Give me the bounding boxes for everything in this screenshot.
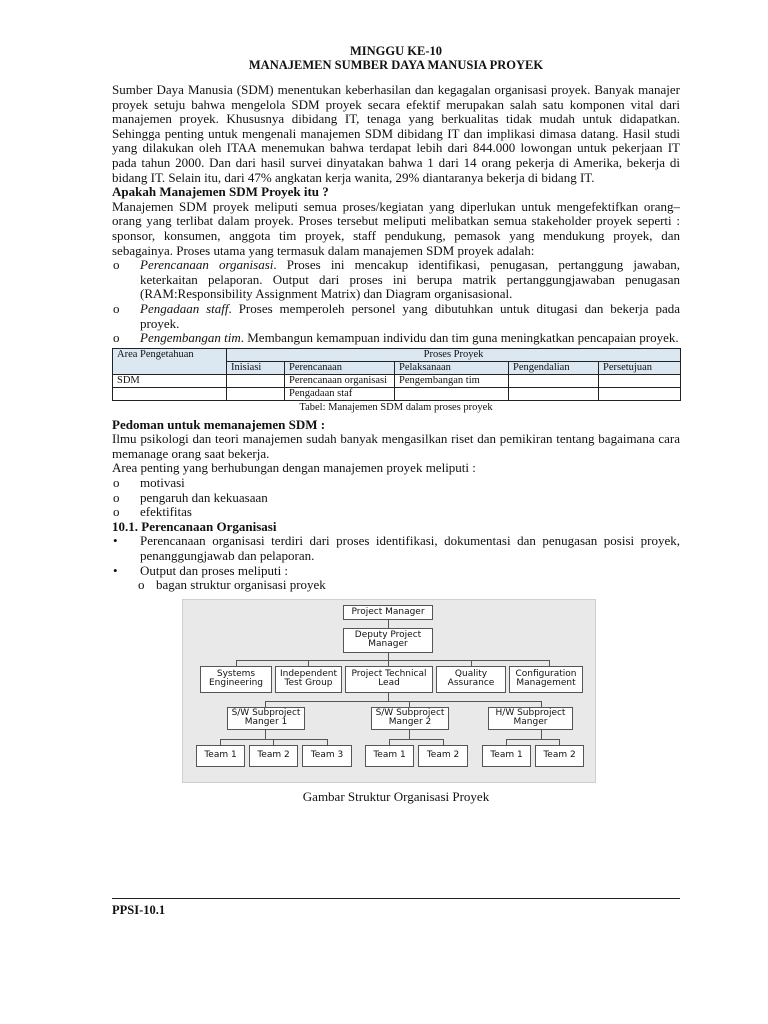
org-box-project-manager: Project Manager (343, 605, 433, 620)
list-term: Pengembangan tim (140, 330, 241, 346)
list-item (112, 258, 680, 302)
org-box-level3: Project Technical Lead (345, 666, 433, 693)
subheader-cell: Pengendalian (509, 361, 599, 374)
list-item (112, 302, 680, 331)
table-cell (227, 387, 285, 400)
table-caption: Tabel: Manajemen SDM dalam proses proyek (299, 401, 493, 413)
figure-caption: Gambar Struktur Organisasi Proyek (302, 788, 490, 804)
org-box-subproject: S/W Subproject Manger 2 (371, 707, 449, 730)
org-box-team: Team 2 (249, 745, 298, 767)
list-marker: o (113, 300, 120, 316)
table-cell: Perencanaan organisasi (285, 374, 395, 387)
section1-body: Manajemen SDM proyek meliputi semua proses/kegiatan yang diperlukan untuk mengefektifkan orang–orang yang terlibat dalam proyek. Proses tersebut meliputi melibatkan semua stakeholder proyek seperti : sponsor, konsumen, anggota tim proyek, staff pendukung, pemasok yang mendukung proyek, dan sebagainya. Proses utama yang termasuk dalam manajemen SDM proyek adalah: (112, 198, 680, 258)
list-item (112, 476, 680, 491)
process-table-wrap (112, 348, 680, 414)
org-box-level3: Systems Engineering (200, 666, 272, 693)
org-box-subproject: S/W Subproject Manger 1 (227, 707, 305, 730)
org-box-team: Team 1 (482, 745, 531, 767)
list-marker: • (113, 533, 118, 549)
footer-label: PPSI-10.1 (112, 903, 166, 917)
list-marker: o (113, 504, 120, 520)
subheader-cell: Persetujuan (599, 361, 681, 374)
section2-heading: Pedoman untuk memanajemen SDM : (112, 416, 326, 432)
org-box-deputy: Deputy Project Manager (343, 628, 433, 653)
chapter-title: MANAJEMEN SUMBER DAYA MANUSIA PROYEK (248, 58, 544, 72)
section2-body2: Area penting yang berhubungan dengan manajemen proyek meliputi : (112, 460, 476, 476)
list-item (112, 564, 680, 579)
list-text: pengaruh dan kekuasaan (140, 489, 268, 505)
org-box-team: Team 2 (535, 745, 584, 767)
table-cell (599, 374, 681, 387)
table-cell (113, 387, 227, 400)
org-box-level3: Quality Assurance (436, 666, 506, 693)
list-text: efektifitas (140, 504, 192, 520)
org-box-level3: Independent Test Group (275, 666, 342, 693)
week-title: MINGGU KE-10 (349, 44, 442, 58)
org-box-team: Team 1 (196, 745, 245, 767)
org-chart (182, 599, 596, 783)
list-item (112, 491, 680, 506)
sub-list-item (112, 578, 680, 593)
section2-body1: Ilmu psikologi dan teori manajemen sudah banyak mengasilkan riset dan pemikiran tentang bagaimana cara memanage orang saat bekerja. (112, 431, 680, 461)
subheader-cell: Inisiasi (227, 361, 285, 374)
list-text: bagan struktur organisasi proyek (156, 577, 326, 593)
list-text: Perencanaan organisasi terdiri dari proses identifikasi, dokumentasi dan penugasan posisi proyek, penanggungjawab dan pelaporan. (140, 533, 680, 564)
list-text: . Proses ini mencakup identifikasi, penugasan, pertanggung jawaban, keterkaitan pelaporan. Output dari proses ini berupa matrik pertanggungjawaban penugasan (RAM:Responsibility Assignment Matrix) dan Diagram organisasional. (140, 257, 680, 302)
list-marker: o (113, 475, 120, 491)
list-item (112, 331, 680, 346)
list-text: . Proses memperoleh personel yang dibutuhkan untuk ditugasi dan bekerja pada proyek. (140, 300, 680, 331)
table-row (113, 387, 681, 400)
list-marker: o (113, 257, 120, 273)
table-cell (509, 387, 599, 400)
header-area: Area Pengetahuan (113, 348, 227, 374)
list-marker: o (138, 577, 145, 593)
list-text: motivasi (140, 475, 185, 491)
list-term: Pengadaan staff (140, 300, 229, 316)
list-term: Perencanaan organisasi (140, 257, 274, 273)
org-box-team: Team 2 (418, 745, 468, 767)
org-box-level3: Configuration Management (509, 666, 583, 693)
table-cell (227, 374, 285, 387)
table-row (113, 374, 681, 387)
table-cell: Pengadaan staf (285, 387, 395, 400)
list-marker: o (113, 489, 120, 505)
list-marker: o (113, 330, 120, 346)
list-text: Output dan proses meliputi : (140, 562, 289, 578)
table-header-row (113, 348, 681, 361)
section3-heading: 10.1. Perencanaan Organisasi (112, 518, 277, 534)
org-box-team: Team 1 (365, 745, 414, 767)
section1-heading: Apakah Manajemen SDM Proyek itu ? (112, 184, 329, 200)
subheader-cell: Perencanaan (285, 361, 395, 374)
list-item (112, 534, 680, 563)
subheader-cell: Pelaksanaan (395, 361, 509, 374)
process-table (112, 348, 681, 401)
list-item (112, 505, 680, 520)
table-cell: SDM (113, 374, 227, 387)
document-page (112, 44, 680, 805)
page-footer (112, 898, 680, 918)
table-cell: Pengembangan tim (395, 374, 509, 387)
org-box-team: Team 3 (302, 745, 352, 767)
list-marker: • (113, 562, 118, 578)
list-text: . Membangun kemampuan individu dan tim guna meningkatkan pencapaian proyek. (240, 330, 679, 346)
table-cell (509, 374, 599, 387)
org-box-subproject: H/W Subproject Manger (488, 707, 573, 730)
header-proses: Proses Proyek (227, 348, 681, 361)
table-cell (395, 387, 509, 400)
table-cell (599, 387, 681, 400)
intro-paragraph: Sumber Daya Manusia (SDM) menentukan keberhasilan dan kegagalan organisasi proyek. Banyak manajer proyek setuju bahwa mengelola SDM proyek secara efektif merupakan salah satu komponen vital dari manajemen proyek. Khususnya dibidang IT, tenaga yang berkualitas tidak mudah untuk didapatkan. Sehingga penting untuk mengenali manajemen SDM dibidang IT dan implikasi dimasa datang. Hasil studi yang dilakukan oleh ITAA menemukan bahwa terdapat lebih dari 844.000 lowongan untuk pekerjaan IT pada tahun 2000. Dan dari hasil survei dinyatakan bahwa 1 dari 14 orang pekerja di Amerika, bekerja di bidang IT. Selain itu, dari 47% angkatan kerja wanita, 29% diantaranya bekerja di bidang IT. (112, 82, 680, 185)
